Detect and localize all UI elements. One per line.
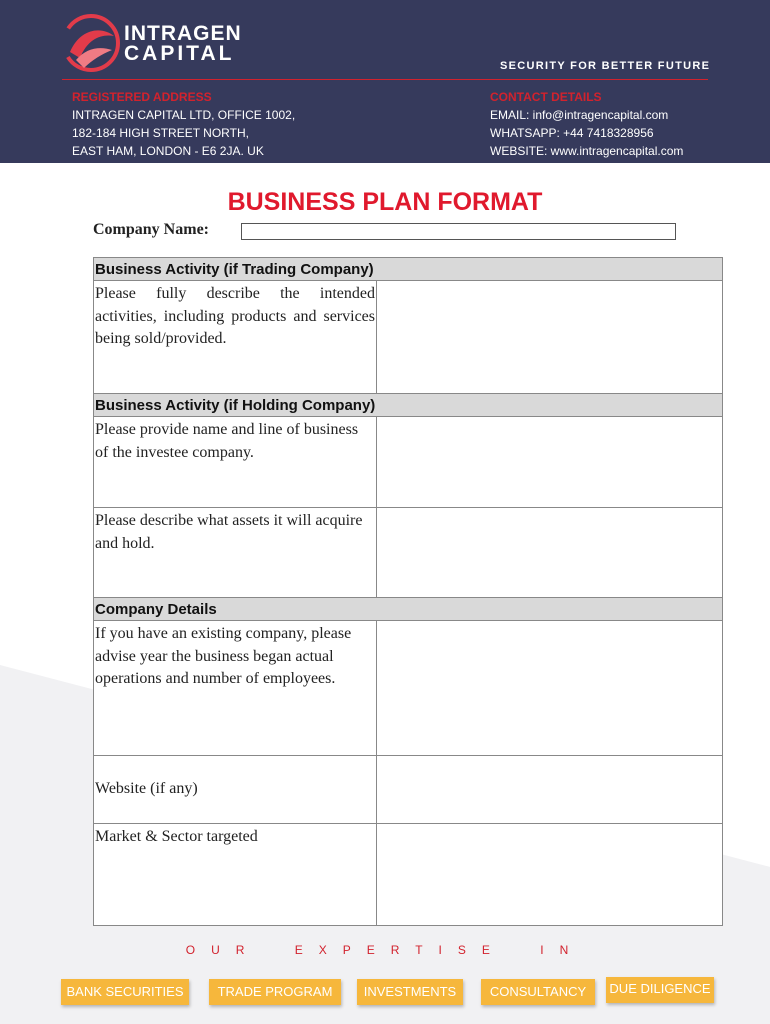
market-sector-field[interactable] [377, 824, 722, 925]
company-name-label: Company Name: [93, 221, 209, 238]
investee-company-label: Please provide name and line of business of the investee company. [94, 417, 377, 507]
bank-securities-button[interactable]: BANK SECURITIES [61, 979, 189, 1005]
form-row [94, 416, 722, 507]
form-row [94, 755, 722, 823]
existing-company-label: If you have an existing company, please advise year the business began actual operations and number of employees. [94, 621, 377, 755]
address-heading: REGISTERED ADDRESS [72, 90, 212, 104]
letterhead [0, 0, 770, 163]
header-divider [62, 79, 708, 80]
section-holding-heading: Business Activity (if Holding Company) [94, 393, 722, 416]
company-name-field[interactable] [241, 223, 676, 240]
contact-email: EMAIL: info@intragencapital.com [490, 108, 669, 122]
section-trading-heading: Business Activity (if Trading Company) [94, 257, 722, 280]
section-company-heading: Company Details [94, 597, 722, 620]
form-row [94, 823, 722, 925]
logo-icon [62, 14, 120, 72]
tagline: SECURITY FOR BETTER FUTURE [500, 60, 711, 72]
form-row [94, 280, 722, 393]
due-diligence-button[interactable]: DUE DILIGENCE [606, 977, 714, 1003]
trade-program-button[interactable]: TRADE PROGRAM [209, 979, 341, 1005]
investments-button[interactable]: INVESTMENTS [357, 979, 463, 1005]
expertise-word: EXPERTISE [294, 943, 506, 957]
website-label: Website (if any) [94, 756, 377, 823]
expertise-word: OUR [185, 943, 261, 957]
form-row [94, 620, 722, 755]
brand-name-bottom: CAPITAL [124, 42, 235, 65]
address-line: INTRAGEN CAPITAL LTD, OFFICE 1002, [72, 108, 296, 122]
contact-website: WEBSITE: www.intragencapital.com [490, 144, 684, 158]
page-title: BUSINESS PLAN FORMAT [227, 188, 543, 216]
trading-activities-field[interactable] [377, 281, 722, 393]
form-row [94, 507, 722, 597]
investee-company-field[interactable] [377, 417, 722, 507]
contact-heading: CONTACT DETAILS [490, 90, 602, 104]
expertise-heading [0, 943, 770, 957]
address-line: EAST HAM, LONDON - E6 2JA. UK [72, 144, 264, 158]
assets-field[interactable] [377, 508, 722, 597]
business-plan-form [93, 257, 723, 926]
trading-activities-label: Please fully describe the intended activities, including products and services being sold/provided. [94, 281, 377, 393]
consultancy-button[interactable]: CONSULTANCY [481, 979, 595, 1005]
contact-details [490, 88, 683, 160]
existing-company-field[interactable] [377, 621, 722, 755]
expertise-word: IN [540, 943, 585, 957]
contact-whatsapp: WHATSAPP: +44 7418328956 [490, 126, 654, 140]
assets-label: Please describe what assets it will acquire and hold. [94, 508, 377, 597]
address-line: 182-184 HIGH STREET NORTH, [72, 126, 249, 140]
brand-name-top: INTRAGEN [124, 22, 242, 45]
market-sector-label: Market & Sector targeted [94, 824, 377, 925]
registered-address [72, 88, 295, 160]
website-field[interactable] [377, 756, 722, 823]
